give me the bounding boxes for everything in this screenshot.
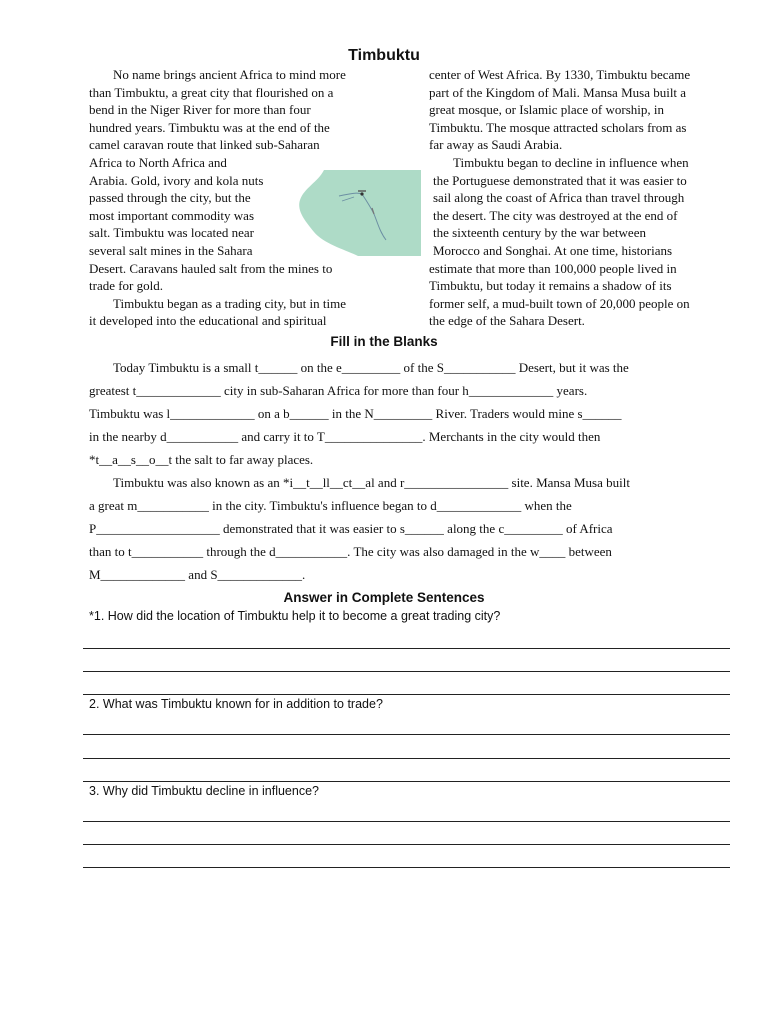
article-line: most important commodity was [89, 207, 255, 223]
fill-blank-line: *t__a__s__o__t the salt to far away places. [89, 452, 314, 467]
article-line: trade for gold. [89, 278, 164, 294]
article-line: Timbuktu. The mosque attracted scholars from as [429, 119, 687, 135]
article-line: the desert. The city was destroyed at the end of [433, 207, 678, 223]
article-line: several salt mines in the Sahara [89, 242, 253, 258]
question-3: 3. Why did Timbuktu decline in influence? [89, 784, 319, 798]
fill-blank-line: Timbuktu was also known as an *i__t__ll__ct__al and r________________ site. Mansa Musa built [113, 475, 630, 490]
answer-line[interactable] [83, 671, 730, 672]
fill-blank-line: greatest t_____________ city in sub-Saharan Africa for more than four h_____________ years. [89, 383, 588, 398]
article-line: Africa to North Africa and [89, 154, 227, 170]
article-line: camel caravan route that linked sub-Saharan [89, 137, 320, 153]
answer-line[interactable] [83, 867, 730, 868]
article-line: Timbuktu, but today it remains a shadow of its [429, 278, 672, 294]
fill-blanks-heading: Fill in the Blanks [330, 334, 438, 349]
article-line: Morocco and Songhai. At one time, historians [433, 242, 673, 258]
answer-line[interactable] [83, 734, 730, 735]
article-line: hundred years. Timbuktu was at the end of the [89, 119, 330, 135]
fill-blanks-paragraph [89, 356, 729, 586]
article-line: the sixteenth century by the war between [433, 225, 646, 241]
article-line: the edge of the Sahara Desert. [429, 313, 585, 329]
article-line: great mosque, or Islamic place of worship, in [429, 102, 665, 118]
fill-blank-line: Today Timbuktu is a small t______ on the e_________ of the S___________ Desert, but it was the [113, 360, 629, 375]
answer-line[interactable] [83, 758, 730, 759]
article-line: Arabia. Gold, ivory and kola nuts [89, 172, 264, 188]
fill-blank-line: P___________________ demonstrated that it was easier to s______ along the c_________ of Africa [89, 521, 613, 536]
answer-line[interactable] [83, 648, 730, 649]
fill-blank-line: in the nearby d___________ and carry it to T_______________. Merchants in the city would then [89, 429, 601, 444]
article-line: center of West Africa. By 1330, Timbuktu became [429, 67, 691, 82]
africa-map-graphic [294, 170, 421, 256]
answer-line[interactable] [83, 844, 730, 845]
question-2: 2. What was Timbuktu known for in addition to trade? [89, 697, 383, 711]
article-line: sail along the coast of Africa than travel through [433, 190, 685, 206]
article-line: passed through the city, but the [89, 190, 251, 206]
map-image [294, 170, 421, 256]
fill-blank-line: a great m___________ in the city. Timbuktu's influence began to d_____________ when the [89, 498, 572, 513]
article-line: Timbuktu began as a trading city, but in time [113, 295, 347, 311]
worksheet-title: Timbuktu [348, 47, 420, 64]
article-line: Desert. Caravans hauled salt from the mines to [89, 260, 333, 276]
article-line: Timbuktu began to decline in influence when [453, 154, 689, 170]
fill-blank-line: Timbuktu was l_____________ on a b______ in the N_________ River. Traders would mine s______ [89, 406, 622, 421]
article-line: former self, a mud-built town of 20,000 people on [429, 295, 690, 311]
answer-line[interactable] [83, 821, 730, 822]
article-line: it developed into the educational and spiritual [89, 313, 327, 329]
fill-blank-line: than to t___________ through the d___________. The city was also damaged in the w____ between [89, 544, 612, 559]
article-line: the Portuguese demonstrated that it was easier to [433, 172, 687, 188]
article-line: No name brings ancient Africa to mind more [113, 67, 346, 82]
article-line: bend in the Niger River for more than four [89, 102, 311, 118]
article-line: far away as Saudi Arabia. [429, 137, 563, 153]
answer-line[interactable] [83, 694, 730, 695]
answer-heading: Answer in Complete Sentences [283, 590, 485, 605]
answer-line[interactable] [83, 781, 730, 782]
article-line: estimate that more than 100,000 people lived in [429, 260, 677, 276]
fill-blank-line: M_____________ and S_____________. [89, 567, 306, 582]
question-1: *1. How did the location of Timbuktu help it to become a great trading city? [89, 609, 501, 623]
article-line: part of the Kingdom of Mali. Mansa Musa built a [429, 84, 687, 100]
article-line: than Timbuktu, a great city that flourished on a [89, 84, 334, 100]
article-right-column [429, 66, 729, 330]
article-line: salt. Timbuktu was located near [89, 225, 255, 241]
